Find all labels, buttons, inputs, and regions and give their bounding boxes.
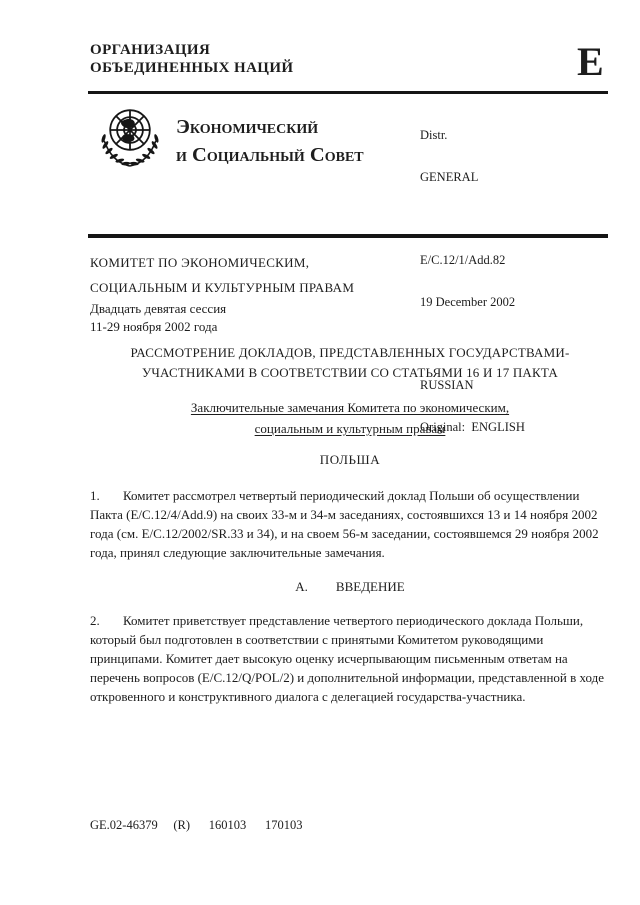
- header-rule-bottom: [88, 234, 608, 238]
- paragraph-2-text: Комитет приветствует представление четвертого периодического доклада Польши, который был подготовлен в соответствии с принятыми Комитетом руководящими принципами. Комитет дает высокую оценку исчерпывающим письменным ответам на перечень вопросов (E/C.12/Q/POL/2) и дополнительной информации, представленной в ходе откровенного и конструктивного диалога с делегацией государства-участника.: [90, 613, 605, 704]
- distr-label: Distr.: [420, 128, 448, 142]
- report-title: [90, 343, 610, 383]
- distr-value: GENERAL: [420, 170, 479, 184]
- doc-date: 19 December 2002: [420, 295, 516, 309]
- doc-symbol: E/C.12/1/Add.82: [420, 253, 506, 267]
- org-name-line2: ОБЪЕДИНЕННЫХ НАЦИЙ: [90, 60, 294, 76]
- footer-document-code: GE.02-46379 (R) 160103 170103: [90, 818, 303, 832]
- section-a-label: А.: [295, 579, 308, 594]
- report-subtitle-line2: социальным и культурным правам: [254, 421, 446, 436]
- un-emblem-icon: [94, 102, 166, 175]
- committee-name-line1: КОМИТЕТ ПО ЭКОНОМИЧЕСКИМ,: [90, 255, 310, 270]
- report-subtitle: [90, 397, 610, 439]
- session-dates: 11-29 ноября 2002 года: [90, 319, 218, 334]
- section-a-heading: [90, 577, 610, 596]
- doc-language: RUSSIAN: [420, 378, 474, 392]
- council-title-line1: Экономический: [176, 116, 319, 138]
- org-name-block: [90, 41, 294, 77]
- report-title-line1: РАССМОТРЕНИЕ ДОКЛАДОВ, ПРЕДСТАВЛЕННЫХ ГОСУДАРСТВАМИ-: [130, 345, 570, 360]
- document-series-letter: E: [577, 39, 604, 84]
- report-subtitle-line1: Заключительные замечания Комитета по экономическим,: [190, 400, 510, 415]
- header-rule-top: [88, 91, 608, 94]
- committee-name-line2: СОЦИАЛЬНЫМ И КУЛЬТУРНЫМ ПРАВАМ: [90, 280, 355, 295]
- council-title-line2: и Социальный Совет: [176, 144, 364, 166]
- org-name-line1: ОРГАНИЗАЦИЯ: [90, 42, 211, 58]
- paragraph-1: [90, 486, 614, 562]
- country-heading: ПОЛЬША: [319, 452, 381, 467]
- session-name: Двадцать девятая сессия: [90, 301, 227, 316]
- section-a-title: ВВЕДЕНИЕ: [335, 579, 405, 594]
- spacer: [420, 212, 525, 225]
- paragraph-2-number: 2.: [90, 613, 100, 628]
- doc-original-language: Original: ENGLISH: [420, 420, 525, 434]
- paragraph-1-number: 1.: [90, 488, 100, 503]
- report-title-line2: УЧАСТНИКАМИ В СООТВЕТСТВИИ СО СТАТЬЯМИ 16 И 17 ПАКТА: [142, 365, 558, 380]
- paragraph-2: [90, 611, 614, 706]
- committee-block: [90, 250, 354, 336]
- paragraph-1-text: Комитет рассмотрел четвертый периодический доклад Польши об осуществлении Пакта (E/C.12/4/Add.9) на своих 33-м и 34-м заседаниях, состоявшихся 13 и 14 ноября 2002 года (см. E/C.12/2002/SR.33 и 34), и на своем 56-м заседании, состоявшемся 29 ноября 2002 года, принял следующие заключительные замечания.: [90, 488, 599, 560]
- council-title: [176, 113, 364, 169]
